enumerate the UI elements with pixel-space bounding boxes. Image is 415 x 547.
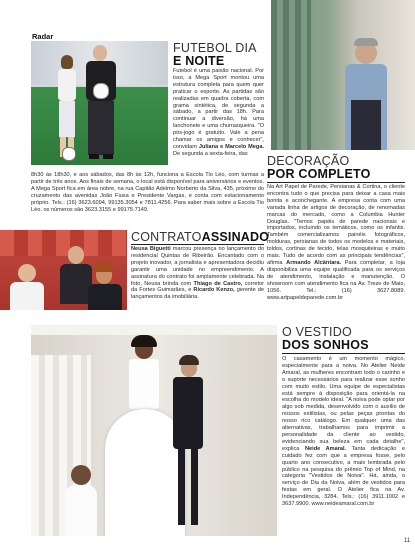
photo-decoracao [271,0,415,150]
vestido-rule [282,353,405,354]
contrato-text: Neusa Biguetti marcou presença no lançamento do residencial Quintas de Ribeirão. Encantado com o projeto inovador, a jornalista e apresentadora decidiu garantir uma unidade no empreendimento. A assinatura do contrato foi amplamente celebrada. Na foto, Neusa brinda com Thiago de Castro, corretor da Fortes Guimarães, e Ricardo Kenzo, gerente de lançamentos da imobiliária. [131,246,264,301]
futebol-column-text: Futebol é uma paixão nacional. Por isso, a Mega Sport montou uma estrutura completa para quem quer praticar o esporte. As partidas são realizadas em quadra coberta, com grama sintética, de segunda a sábado, a partir das 18h. Para continuar a diversão, há uma lanchonete e uma churrasqueira. "O pós-jogo é gratuito. Vale a pena chamar os amigos e conhecer", convidam Juliana e Marcelo Mega. De segunda a sexta-feira, das [173,68,264,157]
page-number: 11 [404,538,411,544]
section-label: Radar [32,32,54,41]
vestido-title-line1: O VESTIDO [282,325,352,339]
contrato-rule [131,244,264,245]
photo-futebol [31,41,168,165]
contrato-title: CONTRATOASSINADO [131,230,270,244]
decoracao-rule [267,182,405,183]
decoracao-title-line2: POR COMPLETO [267,167,371,181]
futebol-title-line2: E NOITE [173,54,225,68]
vestido-text: O casamento é um momento mágico, especialmente para a noiva. No Atelier Neide Amaral, as mulheres encontram todo o carinho e o suporte necessários para realizar esse sonho com muito estilo. Uma equipe de especialistas está sempre à disposição para orientá-la na escolha do modelo ideal. "A noiva pode optar por algo sob medida, desenvolvido com o auxílio de nossos estilistas, ou pelas peças prontas do nosso rico catálogo. Em qualquer uma das alternativas, trabalhamos para imprimir a personalidade da cliente ao vestido, evidenciando sua beleza em cada detalhe", explica Neide Amaral. Tanta dedicação e cuidado fez com que a empresa fosse, pelo quarto ano consecutivo, a mais lembrada pelo público na pesquisa do prêmio Top of Mind, na categoria "Vestidos de Noiva". Há, ainda, o serviço de Dia da Noiva, além de vestidos para festas em geral. O Atelier fica na Av. Independência, 3284. Tels.: (16) 3911.1002 e 3637.9900. www.neideamaral.com.br [282,356,405,508]
decoracao-title-line1: DECORAÇÃO [267,154,350,168]
vestido-title-line2: DOS SONHOS [282,338,369,352]
futebol-full-text: 8h30 às 18h30, e aos sábados, das 8h às 12h, funciona a Escola Tio Léo, com turmas a partir de três anos. Aos finais de semana, o local está disponível para aniversários e eventos. A Mega Sport fica em área nobre, na rua Capitão Adelmo Norberto da Silva, 435, próximo do cruzamento das avenidas João Fiusa e Presidente Vargas, e conta com estacionamento próprio. Tels.: (16) 3623.6094, 99135.3054 e 7811.4256. Para saber mais sobre a Escola Tio Léo, os números são 3623.3155 e 99175.7149. [31,172,264,213]
decoracao-text: Na Art Papel de Parede, Persianas & Cortina, o cliente encontra tudo o que precisa para deixar a casa mais bonita e aconchegante. A empresa conta com uma variada linha de artigos de decoração, de renomadas marcas do mercado, como a Columbia Hunter Douglas. "Temos papéis de parede nacionais e importados, incluindo os temáticos, como os infantis. Também comercializamos painéis fotográficos, molduras, persianas de todos os modelos e materiais, toldos, cortinas de tecido, telas mosquiteiras e muito mais. Tudo de acordo com as principais tendências", afirma Armando Alcântara. Para completar, a loja disponibiliza uma equipe qualificada para os serviços de atendimento, instalação e manutenção. O showroom com atendimento fica na Av. Treze de Maio, 1056. Tel.: (16) 3627.8089. www.artpapeldeparede.com.br [267,184,405,301]
photo-vestido [31,325,277,536]
futebol-title-line1: FUTEBOL DIA [173,41,257,55]
photo-contrato [0,230,127,310]
